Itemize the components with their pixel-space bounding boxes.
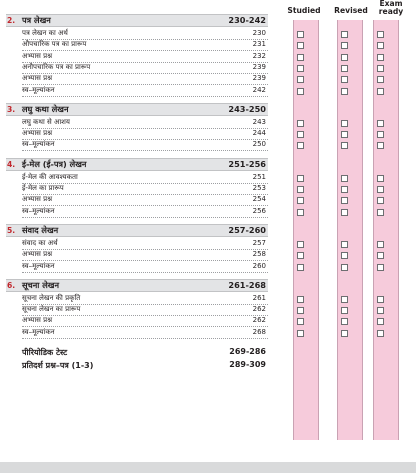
exam-ready-checkbox[interactable] [377, 330, 384, 337]
toc-entry-page: 258 [252, 250, 266, 259]
page-footer-strip [0, 462, 416, 473]
exam-ready-checkbox[interactable] [377, 42, 384, 49]
section-page-range: 257-260 [228, 224, 266, 235]
revised-checkbox[interactable] [341, 252, 348, 259]
section-title: पत्र लेखन [22, 15, 51, 25]
toc-entry-title: पत्र लेखन का अर्थ [22, 29, 68, 37]
toc-entry [22, 316, 268, 327]
toc-entry [22, 129, 268, 140]
toc-entry-page: 242 [252, 85, 266, 94]
revised-checkbox[interactable] [341, 307, 348, 314]
toc-entry [22, 74, 268, 85]
toc-entry-title: ई-मेल का प्रारूप [22, 184, 64, 192]
section-number: 5. [7, 225, 16, 235]
toc-entry-title: अनौपचारिक पत्र का प्रारूप [22, 62, 91, 71]
section-heading [6, 14, 268, 27]
studied-checkbox[interactable] [297, 296, 304, 303]
section-title: संवाद लेखन [22, 224, 59, 235]
toc-entry [22, 305, 268, 316]
toc-entry-page: 239 [252, 74, 266, 83]
studied-checkbox[interactable] [297, 186, 304, 193]
studied-checkbox[interactable] [297, 252, 304, 259]
toc-entry [22, 52, 268, 63]
column-header-studied: Studied [287, 6, 321, 15]
column-header-exam-ready: Exam ready [378, 0, 404, 16]
toc-entry [22, 262, 268, 273]
studied-checkbox[interactable] [297, 131, 304, 138]
studied-checkbox[interactable] [297, 264, 304, 271]
toc-entry [22, 184, 268, 195]
revised-checkbox[interactable] [341, 88, 348, 95]
toc-entry-page: 243 [252, 117, 266, 126]
exam-ready-checkbox[interactable] [377, 31, 384, 38]
revised-checkbox[interactable] [341, 241, 348, 248]
toc-extra-pages: 269-286 [229, 347, 266, 356]
section-heading [6, 224, 268, 237]
toc-entry [22, 63, 268, 74]
section-heading [6, 158, 268, 171]
toc-entry-title: स्व–मूल्यांकन [22, 261, 55, 270]
revised-checkbox[interactable] [341, 142, 348, 149]
exam-ready-checkbox[interactable] [377, 54, 384, 61]
exam-ready-checkbox[interactable] [377, 307, 384, 314]
revised-checkbox[interactable] [341, 54, 348, 61]
revised-checkbox[interactable] [341, 330, 348, 337]
studied-checkbox[interactable] [297, 65, 304, 72]
toc-entry-title: सूचना लेखन की प्रकृति [22, 293, 81, 302]
toc-entry-page: 254 [252, 195, 266, 204]
toc-entry-page: 251 [252, 172, 266, 181]
toc-entry-title: औपचारिक पत्र का प्रारूप [22, 40, 87, 49]
toc-entry-title: अभ्यास प्रश्न [22, 129, 53, 138]
revised-checkbox[interactable] [341, 209, 348, 216]
section-page-range: 230-242 [228, 15, 266, 25]
section-heading [6, 103, 268, 116]
studied-checkbox[interactable] [297, 318, 304, 325]
exam-ready-checkbox[interactable] [377, 65, 384, 72]
toc-entry-page: 244 [252, 129, 266, 138]
toc-entry-title: सूचना लेखन का प्रारूप [22, 305, 81, 314]
revised-checkbox[interactable] [341, 76, 348, 83]
revised-checkbox[interactable] [341, 175, 348, 182]
section-title: लघु कथा लेखन [22, 103, 69, 114]
toc-entry-page: 262 [252, 305, 266, 314]
toc-entry-title: संवाद का अर्थ [22, 238, 58, 247]
studied-checkbox[interactable] [297, 31, 304, 38]
revised-checkbox[interactable] [341, 42, 348, 49]
revised-checkbox[interactable] [341, 131, 348, 138]
exam-ready-checkbox[interactable] [377, 296, 384, 303]
studied-checkbox[interactable] [297, 175, 304, 182]
exam-ready-checkbox[interactable] [377, 197, 384, 204]
toc-entry-page: 261 [252, 293, 266, 302]
toc-entry-page: 256 [252, 206, 266, 215]
toc-entry [22, 140, 268, 151]
section-page-range: 251-256 [228, 158, 266, 169]
column-header-revised: Revised [334, 6, 368, 15]
toc-entry-title: ई-मेल की आवश्यकता [22, 172, 78, 181]
revised-checkbox[interactable] [341, 318, 348, 325]
toc-extra-entry [22, 360, 268, 372]
toc-entry-page: 230 [252, 29, 266, 37]
exam-ready-checkbox[interactable] [377, 142, 384, 149]
toc-entry [22, 294, 268, 305]
toc-extra-pages: 289-309 [229, 360, 266, 369]
section-number: 6. [7, 280, 16, 290]
toc-entry-page: 250 [252, 140, 266, 149]
studied-checkbox[interactable] [297, 54, 304, 61]
revised-checkbox[interactable] [341, 296, 348, 303]
studied-checkbox[interactable] [297, 209, 304, 216]
studied-checkbox[interactable] [297, 197, 304, 204]
toc-extra-entry [22, 347, 268, 359]
toc-entry [22, 207, 268, 218]
toc-entry-page: 268 [252, 327, 266, 336]
toc-entry-page: 257 [252, 238, 266, 247]
section-number: 2. [7, 16, 16, 25]
toc-entry-page: 262 [252, 316, 266, 325]
studied-checkbox[interactable] [297, 42, 304, 49]
exam-ready-checkbox[interactable] [377, 318, 384, 325]
toc-entry-title: अभ्यास प्रश्न [22, 250, 53, 259]
exam-ready-checkbox[interactable] [377, 120, 384, 127]
toc-entry [22, 86, 268, 97]
section-page-range: 261-268 [228, 279, 266, 290]
revised-checkbox[interactable] [341, 31, 348, 38]
section-page-range: 243-250 [228, 103, 266, 114]
toc-entry [22, 40, 268, 51]
studied-checkbox[interactable] [297, 330, 304, 337]
section-title: ई-मेल (ई-पत्र) लेखन [22, 158, 87, 169]
revised-checkbox[interactable] [341, 65, 348, 72]
toc-entry-title: अभ्यास प्रश्न [22, 316, 53, 325]
toc-extra-title: प्रतिदर्श प्रश्न–पत्र (1-3) [22, 361, 94, 370]
exam-ready-checkbox[interactable] [377, 252, 384, 259]
revised-checkbox[interactable] [341, 186, 348, 193]
section-heading [6, 279, 268, 292]
exam-ready-checkbox[interactable] [377, 88, 384, 95]
studied-checkbox[interactable] [297, 241, 304, 248]
toc-entry-title: अभ्यास प्रश्न [22, 74, 53, 83]
section-number: 3. [7, 104, 16, 114]
toc-entry-page: 260 [252, 261, 266, 270]
toc-entry [22, 118, 268, 129]
exam-ready-checkbox[interactable] [377, 209, 384, 216]
studied-checkbox[interactable] [297, 88, 304, 95]
exam-ready-checkbox[interactable] [377, 175, 384, 182]
section-title: सूचना लेखन [22, 279, 60, 290]
toc-entry [22, 328, 268, 339]
toc-entry-page: 239 [252, 62, 266, 71]
toc-entry [22, 173, 268, 184]
revised-checkbox[interactable] [341, 197, 348, 204]
toc-entry-page: 253 [252, 184, 266, 192]
toc-entry-title: अभ्यास प्रश्न [22, 51, 53, 60]
exam-ready-checkbox[interactable] [377, 186, 384, 193]
toc-entry-page: 231 [252, 40, 266, 49]
studied-checkbox[interactable] [297, 142, 304, 149]
toc-entry-title: स्व–मूल्यांकन [22, 140, 55, 149]
toc-entry-title: अभ्यास प्रश्न [22, 195, 53, 204]
toc-entry-title: स्व–मूल्यांकन [22, 85, 55, 94]
studied-checkbox[interactable] [297, 307, 304, 314]
toc-entry-page: 232 [252, 51, 266, 60]
toc-extra-title: पीरियोडिक टेस्ट [22, 348, 68, 357]
toc-entry [22, 250, 268, 261]
exam-ready-checkbox[interactable] [377, 264, 384, 271]
toc-entry [22, 195, 268, 206]
toc-entry-title: स्व–मूल्यांकन [22, 206, 55, 215]
toc-entry-title: स्व–मूल्यांकन [22, 327, 55, 336]
toc-entry [22, 29, 268, 40]
exam-ready-checkbox[interactable] [377, 131, 384, 138]
studied-checkbox[interactable] [297, 76, 304, 83]
studied-checkbox[interactable] [297, 120, 304, 127]
toc-entry-title: लघु कथा से आशय [22, 117, 70, 126]
exam-ready-checkbox[interactable] [377, 76, 384, 83]
toc-entry [22, 239, 268, 250]
exam-ready-checkbox[interactable] [377, 241, 384, 248]
revised-checkbox[interactable] [341, 264, 348, 271]
revised-checkbox[interactable] [341, 120, 348, 127]
section-number: 4. [7, 159, 16, 169]
